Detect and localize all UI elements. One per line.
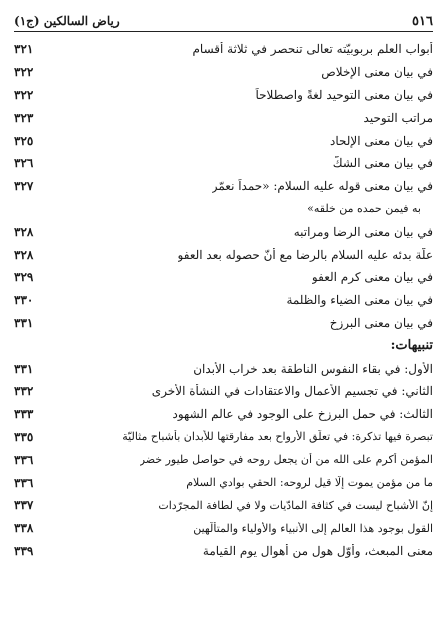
entry-title: في بيان معنى كرم العفو xyxy=(311,270,433,285)
entry-page: ٣٣٨ xyxy=(14,521,34,536)
entry-page: ٣٣١ xyxy=(14,361,34,376)
toc-entry xyxy=(14,152,433,175)
entry-title: الثاني: في تجسيم الأعمال والاعتقادات في النشأة الأخرى xyxy=(151,384,433,399)
entry-title: به فيمن حمده من خلقه» xyxy=(307,202,421,216)
entry-page: ٣٢٣ xyxy=(14,110,34,125)
entry-page: ٣٢٨ xyxy=(14,224,34,239)
toc-entry xyxy=(14,403,433,426)
toc-entry xyxy=(14,380,433,403)
entry-title: تبصرة فيها تذكرة: في تعلّق الأرواح بعد مفارقتها للأبدان بأشباح مثاليّة xyxy=(122,430,433,444)
toc-entry xyxy=(14,220,433,243)
entry-title: في بيان معنى قوله عليه السلام: «حمداً نعمّر xyxy=(211,179,433,194)
entry-title: في بيان معنى الشكّ xyxy=(332,156,433,171)
toc-entry-continuation xyxy=(14,198,433,221)
toc-entry xyxy=(14,357,433,380)
entry-title: في بيان معنى الإخلاص xyxy=(321,65,433,80)
entry-page: ٣٢٩ xyxy=(14,270,34,285)
header-rule xyxy=(14,31,433,32)
toc-entry xyxy=(14,426,433,449)
toc-entry xyxy=(14,84,433,107)
toc-entry xyxy=(14,266,433,289)
running-header xyxy=(14,10,433,32)
entry-page: ٣٣٢ xyxy=(14,384,34,399)
entry-title: المؤمن أكرم على الله من أن يجعل روحه في حواصل طيور خضر xyxy=(139,453,433,467)
entry-page: ٣٣٣ xyxy=(14,407,34,422)
entry-title: القول بوجود هذا العالم إلى الأنبياء والأولياء والمتألّهين xyxy=(193,521,433,535)
toc-entry xyxy=(14,312,433,335)
entry-title: الثالث: في حمل البرزخ على الوجود في عالم الشهود xyxy=(172,407,433,422)
entry-title: في بيان معنى الرضا ومراتبه xyxy=(293,224,433,239)
entry-page: ٣٣٦ xyxy=(14,475,34,490)
entry-page: ٣٢٥ xyxy=(14,133,34,148)
entry-page: ٣٢٢ xyxy=(14,87,34,102)
entry-title: مراتب التوحيد xyxy=(363,110,433,125)
entry-title: الأول: في بقاء النفوس الناطقة بعد خراب الأبدان xyxy=(193,361,433,376)
entry-title: إنّ الأشباح ليست في كثافة المادّيات ولا في لطافة المجرّدات xyxy=(158,498,433,512)
page-number: ٥١٦ xyxy=(412,13,433,29)
entry-page: ٣٢٢ xyxy=(14,65,34,80)
entry-page: ٣٢٨ xyxy=(14,247,34,262)
entry-title: في بيان معنى الإلحاد xyxy=(329,133,433,148)
entry-page: ٣٣٥ xyxy=(14,429,34,444)
toc-entry xyxy=(14,494,433,517)
entry-page: ٣٢٦ xyxy=(14,156,34,171)
section-title: تنبيهات: xyxy=(390,338,433,354)
entry-page: ٣٣٠ xyxy=(14,293,34,308)
entry-title: في بيان معنى التوحيد لغةً واصطلاحاً xyxy=(255,87,433,102)
entry-title: علّة بدئه عليه السلام بالرضا مع أنّ حصوله بعد العفو xyxy=(177,247,433,262)
toc-entry xyxy=(14,106,433,129)
entry-page: ٣٣١ xyxy=(14,315,34,330)
entry-page: ٣٢٧ xyxy=(14,179,34,194)
toc-entry xyxy=(14,38,433,61)
entry-title: أبواب العلم بربوبيّته تعالى تنحصر في ثلاثة أقسام xyxy=(192,42,433,57)
entry-page: ٣٢١ xyxy=(14,42,34,57)
toc-entry xyxy=(14,61,433,84)
entry-page: ٣٣٩ xyxy=(14,543,34,558)
entry-title: في بيان معنى الضياء والظلمة xyxy=(286,293,433,308)
toc-entry xyxy=(14,129,433,152)
entry-title: معنى المبعث، وأوّل هول من أهوال يوم القيامة xyxy=(202,543,433,558)
toc-entry xyxy=(14,448,433,471)
book-title: رياض السالكين (ج١) xyxy=(14,14,120,28)
section-heading xyxy=(14,334,433,357)
toc-entry xyxy=(14,243,433,266)
entry-page: ٣٣٦ xyxy=(14,452,34,467)
entry-page: ٣٣٧ xyxy=(14,498,34,513)
entry-title: في بيان معنى البرزخ xyxy=(329,315,433,330)
entry-title: ما من مؤمن يموت إلّا قيل لروحه: الحقي بوادي السلام xyxy=(186,476,433,490)
toc-list xyxy=(14,38,433,562)
toc-entry xyxy=(14,540,433,563)
toc-entry xyxy=(14,289,433,312)
toc-entry xyxy=(14,175,433,198)
toc-entry xyxy=(14,517,433,540)
toc-entry xyxy=(14,471,433,494)
